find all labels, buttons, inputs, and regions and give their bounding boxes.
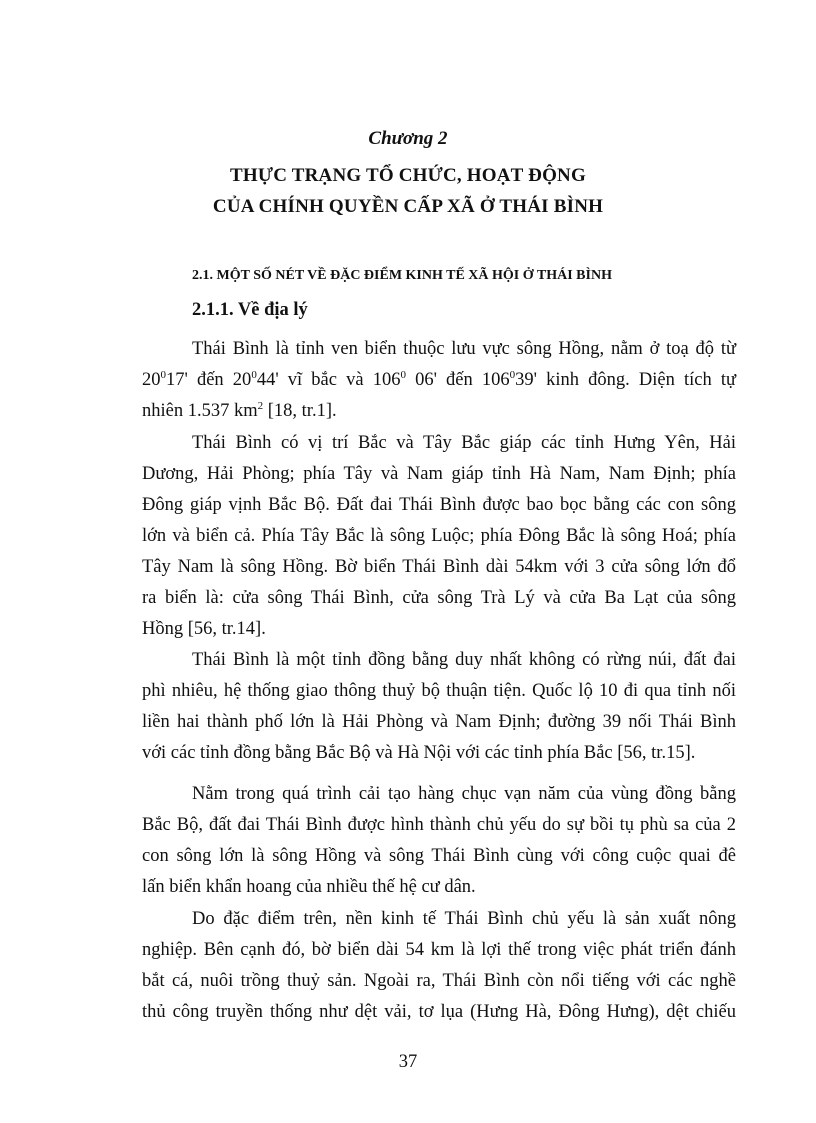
paragraph-line: Tây Nam là sông Hồng. Bờ biển Thái Bình dài 54km với 3 cửa sông lớn đổ [142,557,736,577]
paragraph-line: Bắc Bộ, đất đai Thái Bình được hình thành chủ yếu do sự bồi tụ phù sa của 2 [142,815,736,835]
paragraph-line: Thái Bình có vị trí Bắc và Tây Bắc giáp các tỉnh Hưng Yên, Hải [192,433,736,453]
chapter-label: Chương 2 [368,128,448,149]
subsection-heading: 2.1.1. Về địa lý [192,300,308,320]
paragraph-line: lấn biển khẩn hoang của nhiều thế hệ cư dân. [142,877,476,897]
paragraph-line: với các tỉnh đồng bằng Bắc Bộ và Hà Nội với các tỉnh phía Bắc [56, tr.15]. [142,743,696,763]
paragraph-line: $20^017'$ đến $20^044'$ vĩ bắc và $106^0$ 06' đến $106^039'$ kinh đông. Diện tích tự [142,368,737,390]
paragraph-line: Thái Bình là một tỉnh đồng bằng duy nhất không có rừng núi, đất đai [192,650,736,670]
paragraph-line: Dương, Hải Phòng; phía Tây và Nam giáp tỉnh Hà Nam, Nam Định; phía [142,464,736,484]
page-number: 37 [398,1052,418,1072]
paragraph-line: bắt cá, nuôi trồng thuỷ sản. Ngoài ra, Thái Bình còn nổi tiếng với các nghề [142,971,736,991]
paragraph-line: nhiên 1.537 $km^2$ [18, tr.1]. [142,399,337,421]
paragraph-line: nghiệp. Bên cạnh đó, bờ biển dài 54 km là lợi thế trong việc phát triển đánh [142,940,736,960]
paragraph-line: thủ công truyền thống như dệt vải, tơ lụa (Hưng Hà, Đông Hưng), dệt chiếu [142,1002,736,1022]
paragraph-line: Hồng [56, tr.14]. [142,619,266,639]
paragraph-line: con sông lớn là sông Hồng và sông Thái Bình cùng với công cuộc quai đê [142,846,736,866]
paragraph-line: Thái Bình là tỉnh ven biển thuộc lưu vực sông Hồng, nằm ở toạ độ từ [192,339,736,359]
chapter-title-line-1: THỰC TRẠNG TỔ CHỨC, HOẠT ĐỘNG [230,165,586,186]
paragraph-line: phì nhiêu, hệ thống giao thông thuỷ bộ thuận tiện. Quốc lộ 10 đi qua tỉnh nối [142,681,736,701]
paragraph-line: liền hai thành phố lớn là Hải Phòng và Nam Định; đường 39 nối Thái Bình [142,712,736,732]
paragraph-line: lớn và biển cả. Phía Tây Bắc là sông Luộc; phía Đông Bắc là sông Hoá; phía [142,526,736,546]
paragraph-line: Đông giáp vịnh Bắc Bộ. Đất đai Thái Bình được bao bọc bằng các con sông [142,495,736,515]
section-heading: 2.1. MỘT SỐ NÉT VỀ ĐẶC ĐIỂM KINH TẾ XÃ HỘI Ở THÁI BÌNH [192,268,612,283]
chapter-title-line-2: CỦA CHÍNH QUYỀN CẤP XÃ Ở THÁI BÌNH [212,196,604,217]
paragraph-line: Do đặc điểm trên, nền kinh tế Thái Bình chủ yếu là sản xuất nông [192,909,736,929]
paragraph-line: Nằm trong quá trình cải tạo hàng chục vạn năm của vùng đồng bằng [192,784,736,804]
paragraph-line: ra biển là: cửa sông Thái Bình, cửa sông Trà Lý và cửa Ba Lạt của sông [142,588,736,608]
